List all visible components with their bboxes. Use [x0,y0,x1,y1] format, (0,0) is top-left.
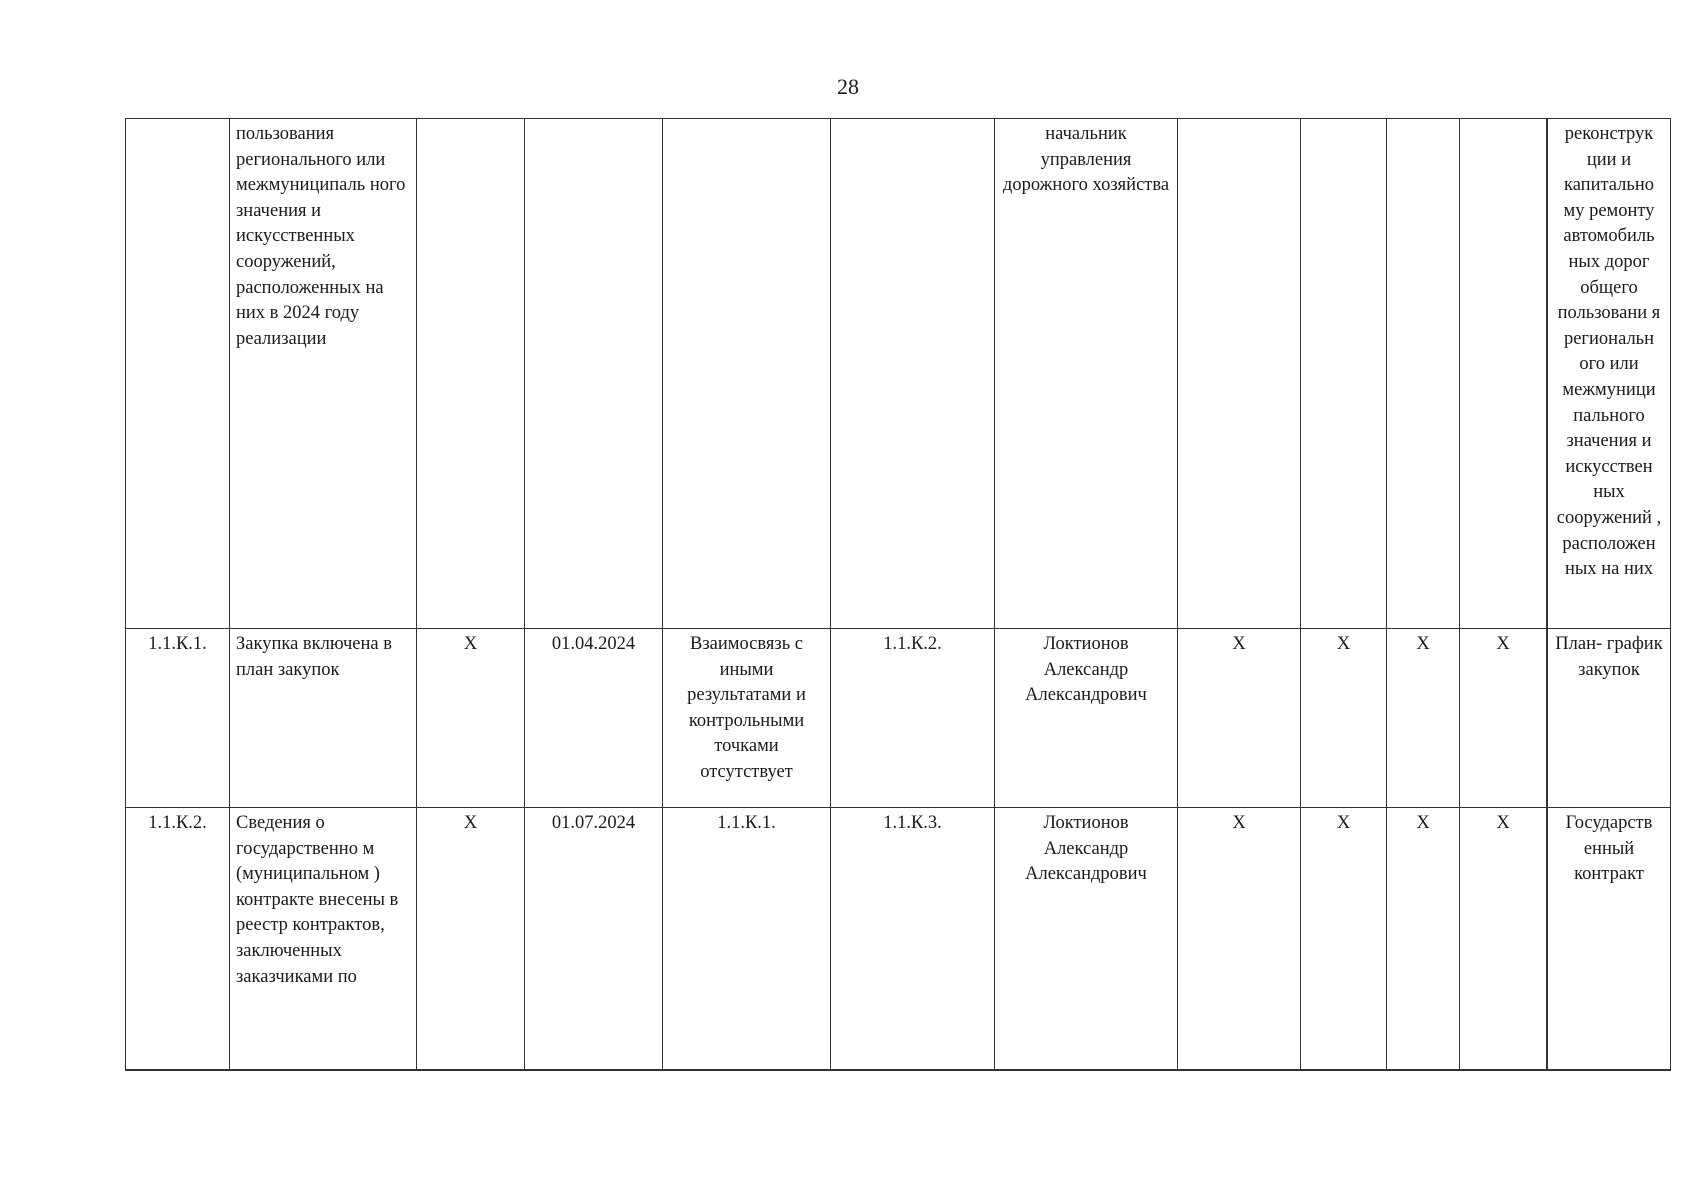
flag-cell-4: X [1460,808,1547,1071]
flag-cell-1 [1178,119,1301,629]
document-type-cell: реконструк ции и капитально му ремонту автомобиль ных дорог общего пользовани я региональн ого или межмуници пального значения и искусствен ных сооружений , расположен ных на них [1548,119,1671,629]
flag-cell-4: X [1460,629,1547,808]
deadline-cell: 01.07.2024 [525,808,663,1071]
result-name-cell: Закупка включена в план закупок [230,629,417,808]
predecessor-cell [663,119,831,629]
flag-cell-1: X [1178,808,1301,1071]
row-number-cell: 1.1.К.1. [126,629,230,808]
flag-cell-2: X [1301,808,1387,1071]
predecessor-cell: 1.1.К.1. [663,808,831,1071]
flag-cell-1: X [1178,629,1301,808]
flag-cell-2 [1301,119,1387,629]
page-number: 28 [837,74,859,99]
responsible-cell: Локтионов Александр Александрович [995,629,1178,808]
deadline-cell: 01.04.2024 [525,629,663,808]
result-name-cell: Сведения о государственно м (муниципальном ) контракте внесены в реестр контрактов, заключенных заказчиками по [230,808,417,1071]
row-number-cell [126,119,230,629]
successor-cell [831,119,995,629]
flag-cell-3: X [1387,808,1460,1071]
successor-cell: 1.1.К.2. [831,629,995,808]
row-number-cell: 1.1.К.2. [126,808,230,1071]
flag-cell-3 [1387,119,1460,629]
document-table [125,118,1671,1071]
responsible-cell: начальник управления дорожного хозяйства [995,119,1178,629]
table-row [126,629,1671,808]
flag-cell-3: X [1387,629,1460,808]
base-value-cell: X [417,629,525,808]
base-value-cell [417,119,525,629]
flag-cell-2: X [1301,629,1387,808]
table-row [126,119,1671,629]
flag-cell-4 [1460,119,1547,629]
document-type-cell: Государств енный контракт [1548,808,1671,1071]
deadline-cell [525,119,663,629]
responsible-cell: Локтионов Александр Александрович [995,808,1178,1071]
predecessor-cell: Взаимосвязь с иными результатами и контрольными точками отсутствует [663,629,831,808]
base-value-cell: X [417,808,525,1071]
document-type-cell: План- график закупок [1548,629,1671,808]
result-name-cell: пользования регионального или межмуниципаль ного значения и искусственных сооружений, расположенных на них в 2024 году реализации [230,119,417,629]
table-row [126,808,1671,1071]
successor-cell: 1.1.К.3. [831,808,995,1071]
